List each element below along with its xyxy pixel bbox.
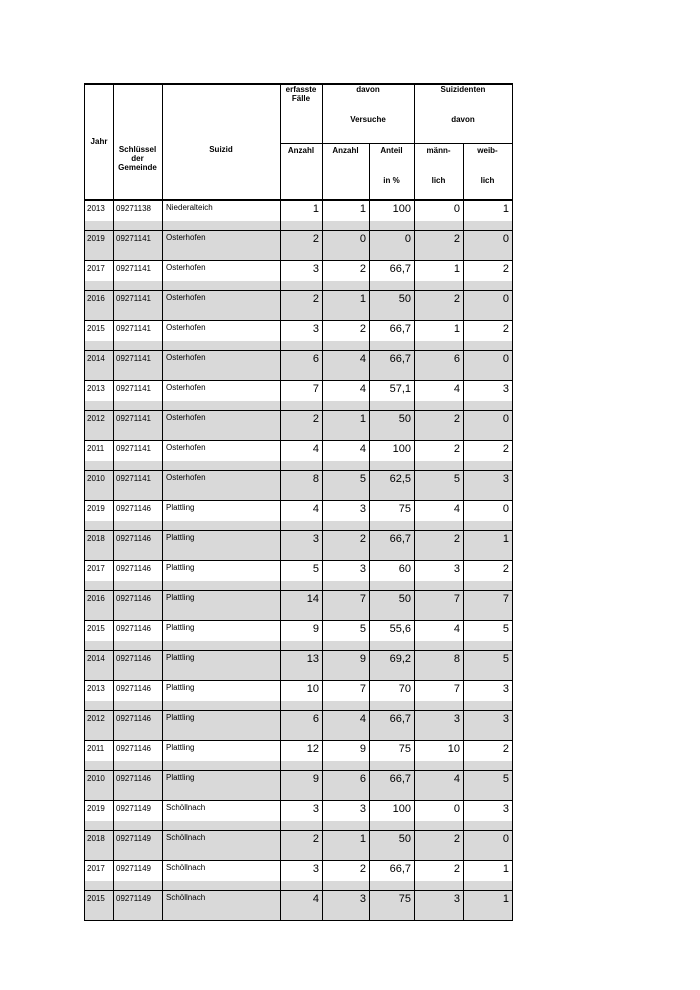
cell-gemeinde-name: Niederalteich: [166, 203, 213, 212]
header-suizid: Suizid: [209, 145, 233, 154]
header-davon-suizidenten: davon: [451, 115, 475, 124]
cell-anteil: 66,7: [389, 773, 411, 785]
cell-versuche: 1: [359, 293, 366, 305]
cell-gemeinde-name: Plattling: [166, 743, 195, 752]
cell-jahr: 2014: [87, 654, 105, 663]
cell-anteil: 60: [398, 563, 411, 575]
cell-weiblich: 3: [502, 713, 509, 725]
row-shading: [85, 821, 512, 830]
row-shading: [85, 641, 512, 650]
grid-vline: [162, 83, 163, 920]
row-shading: [85, 881, 512, 890]
cell-gemeinde-key: 09271146: [116, 654, 151, 663]
cell-gemeinde-name: Osterhofen: [166, 473, 206, 482]
cell-versuche: 2: [359, 263, 366, 275]
cell-maennlich: 0: [453, 203, 460, 215]
grid-vline: [512, 83, 513, 921]
cell-versuche: 2: [359, 863, 366, 875]
cell-jahr: 2014: [87, 354, 105, 363]
cell-gemeinde-key: 09271141: [116, 264, 151, 273]
grid-hline: [85, 590, 513, 591]
cell-maennlich: 8: [453, 653, 460, 665]
cell-weiblich: 2: [502, 743, 509, 755]
cell-faelle: 2: [312, 233, 319, 245]
grid-hline: [85, 260, 513, 261]
cell-maennlich: 3: [453, 893, 460, 905]
cell-anteil: 69,2: [389, 653, 411, 665]
cell-gemeinde-name: Osterhofen: [166, 233, 206, 242]
cell-versuche: 3: [359, 803, 366, 815]
cell-anteil: 50: [398, 593, 411, 605]
cell-gemeinde-name: Plattling: [166, 563, 195, 572]
cell-anteil: 100: [392, 803, 411, 815]
cell-gemeinde-key: 09271146: [116, 684, 151, 693]
header-weiblich: weib-: [477, 146, 498, 155]
cell-faelle: 1: [312, 203, 319, 215]
cell-faelle: 3: [312, 263, 319, 275]
grid-hline: [85, 199, 513, 201]
grid-hline: [85, 530, 513, 531]
cell-jahr: 2016: [87, 594, 105, 603]
cell-maennlich: 6: [453, 353, 460, 365]
grid-hline: [85, 290, 513, 291]
cell-maennlich: 7: [453, 683, 460, 695]
cell-jahr: 2017: [87, 264, 105, 273]
cell-faelle: 4: [312, 893, 319, 905]
cell-jahr: 2011: [87, 444, 105, 453]
grid-vline: [414, 83, 415, 920]
cell-gemeinde-key: 09271146: [116, 594, 151, 603]
cell-gemeinde-name: Schöllnach: [166, 803, 206, 812]
cell-gemeinde-name: Plattling: [166, 653, 195, 662]
row-shading: [85, 281, 512, 290]
cell-faelle: 2: [312, 413, 319, 425]
cell-gemeinde-name: Osterhofen: [166, 293, 206, 302]
grid-hline: [85, 740, 513, 741]
cell-weiblich: 5: [502, 773, 509, 785]
cell-jahr: 2015: [87, 624, 105, 633]
row-shading: [85, 701, 512, 710]
cell-anteil: 66,7: [389, 323, 411, 335]
grid-hline: [85, 800, 513, 801]
cell-gemeinde-name: Osterhofen: [166, 353, 206, 362]
header-schluessel: Schlüssel der Gemeinde: [118, 145, 157, 172]
cell-faelle: 3: [312, 323, 319, 335]
cell-weiblich: 0: [502, 413, 509, 425]
cell-weiblich: 5: [502, 623, 509, 635]
cell-versuche: 4: [359, 443, 366, 455]
cell-jahr: 2013: [87, 204, 105, 213]
cell-gemeinde-key: 09271146: [116, 504, 151, 513]
header-anteil: Anteil: [380, 146, 403, 155]
header-maennlich: männ-: [426, 146, 451, 155]
cell-versuche: 4: [359, 713, 366, 725]
cell-gemeinde-key: 09271141: [116, 414, 151, 423]
header-davon-versuche: davon: [356, 85, 380, 94]
cell-versuche: 9: [359, 743, 366, 755]
header-weiblich-suffix: lich: [480, 176, 495, 185]
cell-faelle: 6: [312, 353, 319, 365]
cell-jahr: 2013: [87, 384, 105, 393]
cell-versuche: 2: [359, 533, 366, 545]
cell-maennlich: 2: [453, 413, 460, 425]
cell-maennlich: 7: [453, 593, 460, 605]
grid-hline: [85, 470, 513, 471]
cell-weiblich: 1: [502, 893, 509, 905]
cell-maennlich: 4: [453, 383, 460, 395]
grid-hline: [85, 650, 513, 651]
cell-gemeinde-name: Schöllnach: [166, 893, 206, 902]
grid-hline: [85, 620, 513, 621]
cell-gemeinde-name: Plattling: [166, 623, 195, 632]
cell-anteil: 66,7: [389, 533, 411, 545]
cell-anteil: 100: [392, 443, 411, 455]
grid-vline: [280, 83, 281, 920]
cell-weiblich: 0: [502, 353, 509, 365]
cell-faelle: 12: [306, 743, 319, 755]
cell-versuche: 7: [359, 683, 366, 695]
header-anzahl-faelle: Anzahl: [287, 146, 315, 155]
grid-hline: [85, 860, 513, 861]
cell-versuche: 3: [359, 563, 366, 575]
grid-hline: [85, 410, 513, 411]
cell-maennlich: 2: [453, 443, 460, 455]
cell-weiblich: 3: [502, 473, 509, 485]
header-jahr: Jahr: [90, 137, 108, 146]
cell-weiblich: 5: [502, 653, 509, 665]
grid-hline: [84, 83, 513, 85]
header-in-percent: in %: [383, 176, 400, 185]
grid-hline: [85, 890, 513, 891]
cell-anteil: 70: [398, 683, 411, 695]
cell-versuche: 4: [359, 353, 366, 365]
cell-maennlich: 2: [453, 863, 460, 875]
cell-gemeinde-key: 09271146: [116, 534, 151, 543]
cell-anteil: 75: [398, 893, 411, 905]
cell-anteil: 66,7: [389, 863, 411, 875]
header-maennlich-suffix: lich: [431, 176, 446, 185]
cell-maennlich: 4: [453, 623, 460, 635]
cell-maennlich: 2: [453, 533, 460, 545]
cell-anteil: 66,7: [389, 713, 411, 725]
cell-maennlich: 2: [453, 833, 460, 845]
cell-versuche: 5: [359, 473, 366, 485]
cell-maennlich: 4: [453, 503, 460, 515]
cell-maennlich: 2: [453, 233, 460, 245]
cell-versuche: 2: [359, 323, 366, 335]
cell-versuche: 4: [359, 383, 366, 395]
cell-jahr: 2018: [87, 834, 105, 843]
cell-gemeinde-name: Plattling: [166, 593, 195, 602]
header-suizidenten: Suizidenten: [440, 85, 486, 94]
cell-gemeinde-key: 09271141: [116, 324, 151, 333]
cell-versuche: 1: [359, 833, 366, 845]
cell-gemeinde-name: Schöllnach: [166, 833, 206, 842]
cell-jahr: 2019: [87, 504, 105, 513]
cell-anteil: 0: [404, 233, 411, 245]
cell-jahr: 2018: [87, 534, 105, 543]
row-shading: [85, 461, 512, 470]
grid-hline: [85, 230, 513, 231]
cell-gemeinde-name: Osterhofen: [166, 443, 206, 452]
cell-anteil: 50: [398, 413, 411, 425]
cell-maennlich: 3: [453, 713, 460, 725]
cell-gemeinde-key: 09271149: [116, 804, 151, 813]
cell-faelle: 8: [312, 473, 319, 485]
cell-anteil: 55,6: [389, 623, 411, 635]
cell-gemeinde-key: 09271146: [116, 564, 151, 573]
grid-hline: [85, 320, 513, 321]
cell-gemeinde-name: Osterhofen: [166, 263, 206, 272]
cell-jahr: 2019: [87, 804, 105, 813]
cell-gemeinde-name: Osterhofen: [166, 413, 206, 422]
cell-anteil: 57,1: [389, 383, 411, 395]
cell-faelle: 4: [312, 443, 319, 455]
cell-gemeinde-name: Plattling: [166, 773, 195, 782]
cell-weiblich: 1: [502, 533, 509, 545]
cell-maennlich: 0: [453, 803, 460, 815]
cell-jahr: 2019: [87, 234, 105, 243]
cell-gemeinde-key: 09271141: [116, 444, 151, 453]
cell-faelle: 3: [312, 533, 319, 545]
cell-weiblich: 0: [502, 293, 509, 305]
cell-versuche: 3: [359, 893, 366, 905]
cell-faelle: 13: [306, 653, 319, 665]
grid-vline: [113, 83, 114, 920]
header-versuche: Versuche: [350, 115, 386, 124]
grid-hline: [85, 350, 513, 351]
grid-hline: [280, 143, 513, 144]
cell-maennlich: 1: [453, 323, 460, 335]
cell-anteil: 66,7: [389, 263, 411, 275]
cell-weiblich: 2: [502, 563, 509, 575]
cell-weiblich: 7: [502, 593, 509, 605]
cell-faelle: 3: [312, 863, 319, 875]
cell-faelle: 4: [312, 503, 319, 515]
cell-weiblich: 2: [502, 443, 509, 455]
cell-gemeinde-name: Osterhofen: [166, 383, 206, 392]
row-shading: [85, 401, 512, 410]
cell-gemeinde-key: 09271149: [116, 864, 151, 873]
cell-maennlich: 4: [453, 773, 460, 785]
cell-jahr: 2012: [87, 414, 105, 423]
cell-versuche: 6: [359, 773, 366, 785]
cell-anteil: 50: [398, 833, 411, 845]
cell-faelle: 14: [306, 593, 319, 605]
cell-gemeinde-key: 09271146: [116, 624, 151, 633]
cell-gemeinde-key: 09271149: [116, 834, 151, 843]
row-shading: [85, 221, 512, 230]
cell-jahr: 2011: [87, 744, 105, 753]
cell-maennlich: 3: [453, 563, 460, 575]
cell-gemeinde-name: Plattling: [166, 683, 195, 692]
cell-jahr: 2017: [87, 864, 105, 873]
cell-weiblich: 3: [502, 383, 509, 395]
grid-hline: [85, 500, 513, 501]
grid-hline: [85, 680, 513, 681]
cell-anteil: 100: [392, 203, 411, 215]
grid-hline: [85, 440, 513, 441]
cell-faelle: 2: [312, 293, 319, 305]
grid-hline: [85, 710, 513, 711]
row-shading: [85, 521, 512, 530]
cell-versuche: 0: [359, 233, 366, 245]
row-shading: [85, 761, 512, 770]
cell-jahr: 2017: [87, 564, 105, 573]
cell-jahr: 2015: [87, 324, 105, 333]
cell-gemeinde-key: 09271141: [116, 294, 151, 303]
cell-jahr: 2010: [87, 774, 105, 783]
cell-weiblich: 3: [502, 803, 509, 815]
header-erfasste-faelle: erfasste Fälle: [285, 85, 317, 103]
cell-versuche: 3: [359, 503, 366, 515]
cell-versuche: 5: [359, 623, 366, 635]
grid-hline: [85, 770, 513, 771]
cell-faelle: 9: [312, 623, 319, 635]
cell-jahr: 2013: [87, 684, 105, 693]
row-shading: [85, 581, 512, 590]
grid-vline: [84, 83, 85, 921]
cell-maennlich: 5: [453, 473, 460, 485]
cell-weiblich: 2: [502, 263, 509, 275]
cell-anteil: 66,7: [389, 353, 411, 365]
cell-faelle: 3: [312, 803, 319, 815]
cell-weiblich: 1: [502, 863, 509, 875]
cell-faelle: 10: [306, 683, 319, 695]
grid-hline: [84, 920, 513, 921]
cell-weiblich: 3: [502, 683, 509, 695]
cell-maennlich: 2: [453, 293, 460, 305]
cell-gemeinde-key: 09271141: [116, 384, 151, 393]
cell-faelle: 5: [312, 563, 319, 575]
cell-jahr: 2012: [87, 714, 105, 723]
cell-versuche: 1: [359, 413, 366, 425]
cell-maennlich: 10: [447, 743, 460, 755]
cell-anteil: 75: [398, 743, 411, 755]
cell-versuche: 9: [359, 653, 366, 665]
cell-gemeinde-key: 09271146: [116, 714, 151, 723]
cell-faelle: 6: [312, 713, 319, 725]
cell-faelle: 9: [312, 773, 319, 785]
grid-hline: [85, 830, 513, 831]
cell-anteil: 50: [398, 293, 411, 305]
cell-jahr: 2010: [87, 474, 105, 483]
grid-hline: [85, 380, 513, 381]
grid-vline: [322, 83, 323, 920]
cell-gemeinde-key: 09271141: [116, 234, 151, 243]
cell-versuche: 1: [359, 203, 366, 215]
cell-gemeinde-name: Osterhofen: [166, 323, 206, 332]
cell-anteil: 75: [398, 503, 411, 515]
cell-gemeinde-name: Plattling: [166, 503, 195, 512]
cell-jahr: 2016: [87, 294, 105, 303]
cell-maennlich: 1: [453, 263, 460, 275]
cell-gemeinde-name: Plattling: [166, 533, 195, 542]
cell-weiblich: 2: [502, 323, 509, 335]
cell-gemeinde-key: 09271146: [116, 744, 151, 753]
cell-gemeinde-key: 09271141: [116, 354, 151, 363]
cell-gemeinde-name: Schöllnach: [166, 863, 206, 872]
cell-jahr: 2015: [87, 894, 105, 903]
cell-weiblich: 0: [502, 503, 509, 515]
cell-gemeinde-key: 09271141: [116, 474, 151, 483]
cell-gemeinde-key: 09271138: [116, 204, 151, 213]
cell-faelle: 7: [312, 383, 319, 395]
cell-anteil: 62,5: [389, 473, 411, 485]
cell-versuche: 7: [359, 593, 366, 605]
cell-weiblich: 0: [502, 833, 509, 845]
cell-faelle: 2: [312, 833, 319, 845]
header-anzahl-versuche: Anzahl: [332, 146, 359, 155]
row-shading: [85, 341, 512, 350]
grid-hline: [85, 560, 513, 561]
cell-gemeinde-key: 09271149: [116, 894, 151, 903]
cell-gemeinde-key: 09271146: [116, 774, 151, 783]
cell-weiblich: 1: [502, 203, 509, 215]
cell-weiblich: 0: [502, 233, 509, 245]
cell-gemeinde-name: Plattling: [166, 713, 195, 722]
